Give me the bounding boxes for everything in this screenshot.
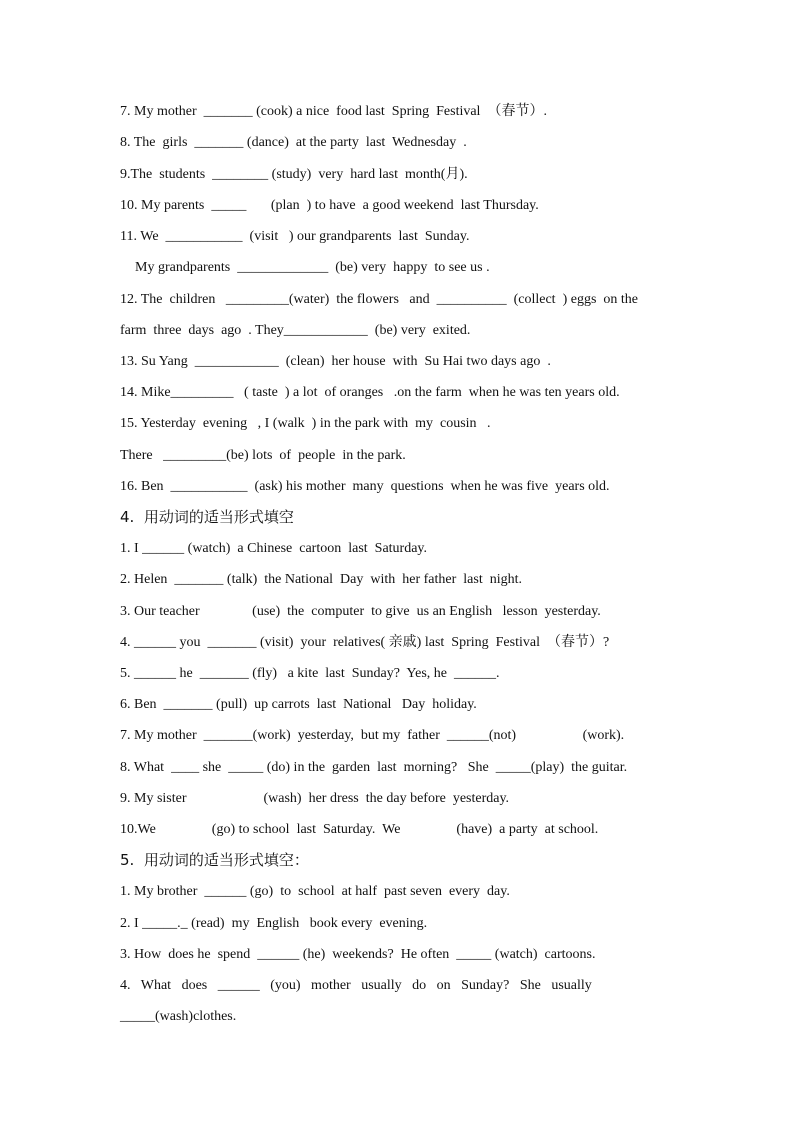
exercise-item-3-15: 15. Yesterday evening , I (walk ) in the park with my cousin . bbox=[120, 416, 491, 431]
exercise-item-4-10: 10.We (go) to school last Saturday. We (have) a party at school. bbox=[120, 822, 599, 837]
exercise-item-4-3: 3. Our teacher (use) the computer to give us an English lesson yesterday. bbox=[120, 604, 601, 619]
exercise-item-4-9: 9. My sister (wash) her dress the day before yesterday. bbox=[120, 791, 510, 806]
exercise-item-4-7: 7. My mother _______(work) yesterday, but my father ______(not) (work). bbox=[120, 728, 625, 743]
exercise-item-4-6: 6. Ben _______ (pull) up carrots last National Day holiday. bbox=[120, 697, 477, 712]
exercise-item-5-4: 4. What does ______ (you) mother usually do on Sunday? She usually bbox=[120, 978, 592, 993]
exercise-item-3-12: 12. The children _________(water) the flowers and __________ (collect ) eggs on the bbox=[120, 292, 638, 307]
exercise-item-5-4-continued: _____(wash)clothes. bbox=[120, 1009, 237, 1024]
exercise-item-3-8: 8. The girls _______ (dance) at the party last Wednesday . bbox=[120, 135, 467, 150]
exercise-item-3-14: 14. Mike_________ ( taste ) a lot of oranges .on the farm when he was ten years old. bbox=[120, 385, 620, 400]
exercise-item-3-10: 10. My parents _____ (plan ) to have a good weekend last Thursday. bbox=[120, 198, 539, 213]
exercise-item-3-11-continued: My grandparents _____________ (be) very happy to see us . bbox=[135, 260, 490, 275]
exercise-item-3-7: 7. My mother _______ (cook) a nice food last Spring Festival （春节）. bbox=[120, 104, 547, 119]
exercise-item-4-1: 1. I ______ (watch) a Chinese cartoon last Saturday. bbox=[120, 541, 428, 556]
exercise-item-3-9: 9.The students ________ (study) very hard last month(月). bbox=[120, 167, 468, 182]
exercise-item-4-8: 8. What ____ she _____ (do) in the garden last morning? She _____(play) the guitar. bbox=[120, 760, 628, 775]
exercise-item-5-3: 3. How does he spend ______ (he) weekends? He often _____ (watch) cartoons. bbox=[120, 947, 596, 962]
exercise-item-4-5: 5. ______ he _______ (fly) a kite last Sunday? Yes, he ______. bbox=[120, 666, 500, 681]
exercise-item-5-2: 2. I _____._ (read) my English book every evening. bbox=[120, 916, 428, 931]
exercise-item-4-4: 4. ______ you _______ (visit) your relatives( 亲戚) last Spring Festival （春节）? bbox=[120, 635, 610, 650]
exercise-item-4-2: 2. Helen _______ (talk) the National Day with her father last night. bbox=[120, 572, 523, 587]
exercise-item-5-1: 1. My brother ______ (go) to school at half past seven every day. bbox=[120, 884, 510, 899]
exercise-item-3-11: 11. We ___________ (visit ) our grandparents last Sunday. bbox=[120, 229, 470, 244]
section-5-heading: 5. 用动词的适当形式填空： bbox=[120, 851, 309, 869]
section-4-heading: 4. 用动词的适当形式填空 bbox=[120, 508, 294, 526]
exercise-item-3-16: 16. Ben ___________ (ask) his mother many questions when he was five years old. bbox=[120, 479, 610, 494]
exercise-item-3-13: 13. Su Yang ____________ (clean) her house with Su Hai two days ago . bbox=[120, 354, 551, 369]
exercise-item-3-12-continued: farm three days ago . They____________ (be) very exited. bbox=[120, 323, 471, 338]
exercise-item-3-15-continued: There _________(be) lots of people in the park. bbox=[120, 448, 406, 463]
